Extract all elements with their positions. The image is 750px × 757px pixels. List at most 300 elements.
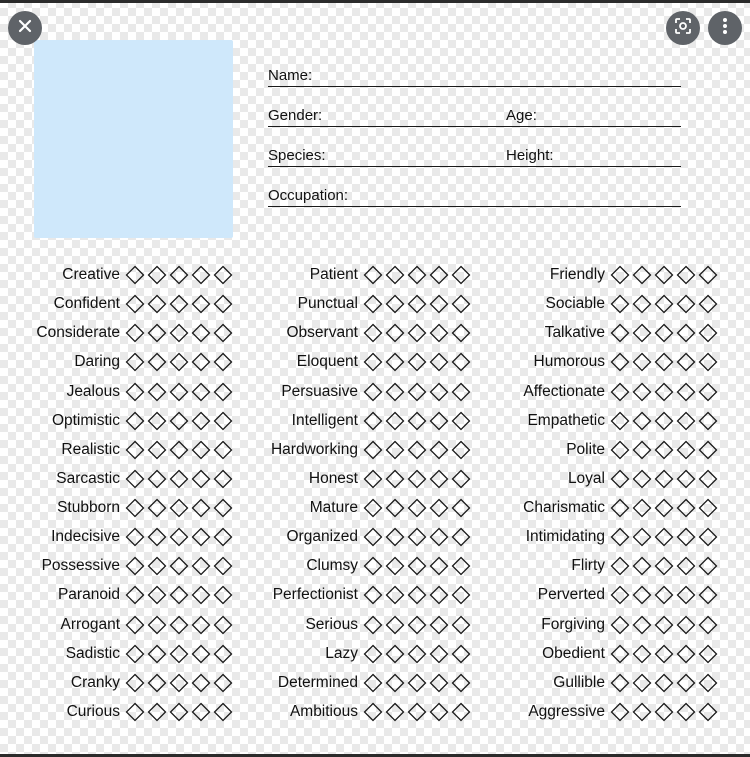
lens-button[interactable] bbox=[666, 11, 700, 45]
rating-diamond-icon[interactable] bbox=[362, 614, 384, 636]
rating-diamond-icon[interactable] bbox=[653, 643, 675, 665]
rating-diamond-icon[interactable] bbox=[146, 264, 168, 286]
rating-diamond-icon[interactable] bbox=[697, 555, 719, 577]
rating-diamond-icon[interactable] bbox=[406, 351, 428, 373]
rating-diamond-icon[interactable] bbox=[190, 526, 212, 548]
rating-diamond-icon[interactable] bbox=[697, 497, 719, 519]
rating-diamond-icon[interactable] bbox=[675, 293, 697, 315]
rating-diamonds bbox=[362, 555, 472, 577]
rating-diamond-icon[interactable] bbox=[631, 526, 653, 548]
rating-diamond-icon[interactable] bbox=[428, 381, 450, 403]
rating-diamond-icon[interactable] bbox=[406, 322, 428, 344]
rating-diamond-icon[interactable] bbox=[631, 410, 653, 432]
rating-diamonds bbox=[609, 584, 719, 606]
trait-row bbox=[309, 497, 472, 519]
trait-label: Indecisive bbox=[51, 528, 120, 546]
trait-label: Honest bbox=[308, 469, 358, 487]
rating-diamond-icon[interactable] bbox=[384, 643, 406, 665]
rating-diamond-icon[interactable] bbox=[384, 293, 406, 315]
rating-diamond-icon[interactable] bbox=[450, 555, 472, 577]
rating-diamond-icon[interactable] bbox=[653, 526, 675, 548]
rating-diamond-icon[interactable] bbox=[124, 293, 146, 315]
rating-diamond-icon[interactable] bbox=[631, 351, 653, 373]
trait-label: Eloquent bbox=[296, 353, 358, 371]
rating-diamond-icon[interactable] bbox=[362, 643, 384, 665]
rating-diamond-icon[interactable] bbox=[212, 468, 234, 490]
trait-label: Organized bbox=[286, 528, 358, 546]
rating-diamond-icon[interactable] bbox=[450, 526, 472, 548]
rating-diamond-icon[interactable] bbox=[697, 381, 719, 403]
name-label: Name: bbox=[268, 67, 313, 84]
trait-row bbox=[545, 293, 719, 315]
rating-diamond-icon[interactable] bbox=[675, 351, 697, 373]
name-field[interactable] bbox=[268, 66, 681, 87]
trait-row bbox=[51, 410, 234, 432]
rating-diamond-icon[interactable] bbox=[609, 672, 631, 694]
rating-diamond-icon[interactable] bbox=[428, 584, 450, 606]
rating-diamond-icon[interactable] bbox=[450, 701, 472, 723]
rating-diamonds bbox=[609, 497, 719, 519]
rating-diamond-icon[interactable] bbox=[697, 701, 719, 723]
rating-diamond-icon[interactable] bbox=[146, 293, 168, 315]
rating-diamonds bbox=[609, 701, 719, 723]
rating-diamond-icon[interactable] bbox=[428, 526, 450, 548]
rating-diamond-icon[interactable] bbox=[362, 468, 384, 490]
rating-diamond-icon[interactable] bbox=[406, 643, 428, 665]
rating-diamond-icon[interactable] bbox=[428, 701, 450, 723]
rating-diamond-icon[interactable] bbox=[609, 468, 631, 490]
rating-diamond-icon[interactable] bbox=[406, 468, 428, 490]
rating-diamond-icon[interactable] bbox=[168, 672, 190, 694]
rating-diamond-icon[interactable] bbox=[168, 439, 190, 461]
rating-diamond-icon[interactable] bbox=[362, 555, 384, 577]
rating-diamond-icon[interactable] bbox=[168, 293, 190, 315]
rating-diamonds bbox=[362, 439, 472, 461]
rating-diamond-icon[interactable] bbox=[675, 701, 697, 723]
rating-diamond-icon[interactable] bbox=[168, 614, 190, 636]
rating-diamond-icon[interactable] bbox=[190, 701, 212, 723]
gender-age-field[interactable] bbox=[268, 106, 681, 127]
rating-diamond-icon[interactable] bbox=[168, 264, 190, 286]
rating-diamond-icon[interactable] bbox=[124, 643, 146, 665]
rating-diamond-icon[interactable] bbox=[362, 497, 384, 519]
rating-diamond-icon[interactable] bbox=[450, 643, 472, 665]
rating-diamond-icon[interactable] bbox=[428, 439, 450, 461]
rating-diamond-icon[interactable] bbox=[450, 293, 472, 315]
trait-row bbox=[297, 293, 472, 315]
rating-diamond-icon[interactable] bbox=[124, 672, 146, 694]
rating-diamond-icon[interactable] bbox=[631, 264, 653, 286]
rating-diamond-icon[interactable] bbox=[653, 439, 675, 461]
rating-diamond-icon[interactable] bbox=[675, 468, 697, 490]
rating-diamond-icon[interactable] bbox=[362, 293, 384, 315]
trait-row bbox=[525, 526, 719, 548]
rating-diamond-icon[interactable] bbox=[406, 410, 428, 432]
rating-diamonds bbox=[362, 351, 472, 373]
rating-diamond-icon[interactable] bbox=[675, 643, 697, 665]
rating-diamond-icon[interactable] bbox=[428, 293, 450, 315]
rating-diamond-icon[interactable] bbox=[697, 643, 719, 665]
rating-diamond-icon[interactable] bbox=[675, 526, 697, 548]
rating-diamond-icon[interactable] bbox=[168, 322, 190, 344]
trait-label: Humorous bbox=[533, 353, 605, 371]
rating-diamond-icon[interactable] bbox=[697, 439, 719, 461]
species-height-field[interactable] bbox=[268, 146, 681, 167]
rating-diamond-icon[interactable] bbox=[697, 468, 719, 490]
rating-diamond-icon[interactable] bbox=[190, 351, 212, 373]
rating-diamond-icon[interactable] bbox=[168, 410, 190, 432]
rating-diamond-icon[interactable] bbox=[653, 410, 675, 432]
rating-diamond-icon[interactable] bbox=[146, 410, 168, 432]
rating-diamonds bbox=[124, 614, 234, 636]
rating-diamond-icon[interactable] bbox=[384, 322, 406, 344]
occupation-field[interactable] bbox=[268, 186, 681, 207]
rating-diamond-icon[interactable] bbox=[609, 614, 631, 636]
rating-diamond-icon[interactable] bbox=[212, 672, 234, 694]
rating-diamond-icon[interactable] bbox=[168, 381, 190, 403]
rating-diamond-icon[interactable] bbox=[406, 672, 428, 694]
rating-diamond-icon[interactable] bbox=[631, 322, 653, 344]
rating-diamond-icon[interactable] bbox=[450, 264, 472, 286]
rating-diamond-icon[interactable] bbox=[450, 439, 472, 461]
rating-diamond-icon[interactable] bbox=[190, 468, 212, 490]
rating-diamond-icon[interactable] bbox=[609, 322, 631, 344]
rating-diamond-icon[interactable] bbox=[124, 614, 146, 636]
rating-diamond-icon[interactable] bbox=[124, 439, 146, 461]
rating-diamond-icon[interactable] bbox=[406, 555, 428, 577]
rating-diamond-icon[interactable] bbox=[653, 497, 675, 519]
rating-diamond-icon[interactable] bbox=[675, 410, 697, 432]
rating-diamond-icon[interactable] bbox=[609, 293, 631, 315]
rating-diamond-icon[interactable] bbox=[212, 439, 234, 461]
trait-row bbox=[286, 526, 472, 548]
trait-label: Charismatic bbox=[523, 499, 605, 517]
rating-diamond-icon[interactable] bbox=[212, 381, 234, 403]
rating-diamond-icon[interactable] bbox=[168, 468, 190, 490]
rating-diamond-icon[interactable] bbox=[428, 614, 450, 636]
rating-diamond-icon[interactable] bbox=[675, 555, 697, 577]
rating-diamond-icon[interactable] bbox=[609, 555, 631, 577]
rating-diamond-icon[interactable] bbox=[384, 584, 406, 606]
rating-diamond-icon[interactable] bbox=[653, 264, 675, 286]
rating-diamond-icon[interactable] bbox=[697, 584, 719, 606]
rating-diamond-icon[interactable] bbox=[406, 701, 428, 723]
rating-diamond-icon[interactable] bbox=[168, 526, 190, 548]
rating-diamond-icon[interactable] bbox=[450, 410, 472, 432]
rating-diamonds bbox=[124, 497, 234, 519]
gender-label: Gender: bbox=[268, 107, 323, 124]
trait-label: Aggressive bbox=[528, 702, 605, 720]
rating-diamond-icon[interactable] bbox=[406, 264, 428, 286]
rating-diamond-icon[interactable] bbox=[406, 497, 428, 519]
rating-diamond-icon[interactable] bbox=[653, 322, 675, 344]
rating-diamond-icon[interactable] bbox=[212, 526, 234, 548]
rating-diamond-icon[interactable] bbox=[124, 264, 146, 286]
trait-label: Hardworking bbox=[270, 440, 358, 458]
rating-diamond-icon[interactable] bbox=[190, 322, 212, 344]
rating-diamond-icon[interactable] bbox=[631, 643, 653, 665]
rating-diamond-icon[interactable] bbox=[675, 264, 697, 286]
rating-diamond-icon[interactable] bbox=[212, 555, 234, 577]
rating-diamond-icon[interactable] bbox=[653, 351, 675, 373]
rating-diamond-icon[interactable] bbox=[384, 555, 406, 577]
rating-diamond-icon[interactable] bbox=[697, 614, 719, 636]
rating-diamond-icon[interactable] bbox=[697, 672, 719, 694]
rating-diamond-icon[interactable] bbox=[190, 643, 212, 665]
rating-diamond-icon[interactable] bbox=[450, 497, 472, 519]
rating-diamond-icon[interactable] bbox=[212, 584, 234, 606]
rating-diamond-icon[interactable] bbox=[631, 439, 653, 461]
trait-label: Curious bbox=[66, 702, 120, 720]
rating-diamond-icon[interactable] bbox=[362, 672, 384, 694]
rating-diamond-icon[interactable] bbox=[124, 497, 146, 519]
rating-diamond-icon[interactable] bbox=[428, 468, 450, 490]
close-button[interactable] bbox=[8, 11, 42, 45]
rating-diamond-icon[interactable] bbox=[146, 584, 168, 606]
rating-diamond-icon[interactable] bbox=[146, 322, 168, 344]
rating-diamond-icon[interactable] bbox=[190, 614, 212, 636]
trait-row bbox=[325, 643, 472, 665]
rating-diamond-icon[interactable] bbox=[406, 526, 428, 548]
rating-diamond-icon[interactable] bbox=[124, 351, 146, 373]
rating-diamonds bbox=[609, 410, 719, 432]
rating-diamond-icon[interactable] bbox=[675, 672, 697, 694]
rating-diamond-icon[interactable] bbox=[631, 555, 653, 577]
rating-diamond-icon[interactable] bbox=[190, 672, 212, 694]
rating-diamond-icon[interactable] bbox=[190, 555, 212, 577]
rating-diamond-icon[interactable] bbox=[609, 351, 631, 373]
rating-diamond-icon[interactable] bbox=[384, 410, 406, 432]
trait-label: Considerate bbox=[36, 324, 120, 342]
trait-row bbox=[306, 555, 472, 577]
rating-diamond-icon[interactable] bbox=[631, 381, 653, 403]
rating-diamond-icon[interactable] bbox=[653, 293, 675, 315]
rating-diamond-icon[interactable] bbox=[124, 381, 146, 403]
rating-diamond-icon[interactable] bbox=[362, 701, 384, 723]
rating-diamond-icon[interactable] bbox=[384, 439, 406, 461]
rating-diamond-icon[interactable] bbox=[168, 351, 190, 373]
rating-diamond-icon[interactable] bbox=[362, 322, 384, 344]
rating-diamond-icon[interactable] bbox=[212, 293, 234, 315]
rating-diamond-icon[interactable] bbox=[146, 701, 168, 723]
rating-diamond-icon[interactable] bbox=[450, 351, 472, 373]
rating-diamond-icon[interactable] bbox=[428, 643, 450, 665]
rating-diamond-icon[interactable] bbox=[653, 614, 675, 636]
trait-row bbox=[57, 584, 234, 606]
rating-diamond-icon[interactable] bbox=[675, 381, 697, 403]
rating-diamond-icon[interactable] bbox=[212, 701, 234, 723]
rating-diamond-icon[interactable] bbox=[631, 701, 653, 723]
rating-diamond-icon[interactable] bbox=[428, 322, 450, 344]
rating-diamond-icon[interactable] bbox=[362, 584, 384, 606]
rating-diamond-icon[interactable] bbox=[653, 701, 675, 723]
trait-label: Stubborn bbox=[57, 499, 120, 517]
rating-diamond-icon[interactable] bbox=[362, 526, 384, 548]
rating-diamond-icon[interactable] bbox=[124, 555, 146, 577]
rating-diamond-icon[interactable] bbox=[168, 584, 190, 606]
rating-diamond-icon[interactable] bbox=[146, 614, 168, 636]
rating-diamond-icon[interactable] bbox=[450, 584, 472, 606]
rating-diamond-icon[interactable] bbox=[146, 555, 168, 577]
rating-diamond-icon[interactable] bbox=[450, 468, 472, 490]
rating-diamond-icon[interactable] bbox=[428, 672, 450, 694]
rating-diamond-icon[interactable] bbox=[124, 526, 146, 548]
trait-row bbox=[542, 643, 719, 665]
rating-diamond-icon[interactable] bbox=[124, 468, 146, 490]
rating-diamond-icon[interactable] bbox=[406, 293, 428, 315]
rating-diamond-icon[interactable] bbox=[146, 526, 168, 548]
rating-diamond-icon[interactable] bbox=[190, 293, 212, 315]
rating-diamond-icon[interactable] bbox=[697, 322, 719, 344]
rating-diamond-icon[interactable] bbox=[362, 381, 384, 403]
rating-diamond-icon[interactable] bbox=[212, 643, 234, 665]
rating-diamond-icon[interactable] bbox=[697, 410, 719, 432]
rating-diamond-icon[interactable] bbox=[212, 614, 234, 636]
trait-row bbox=[272, 584, 472, 606]
rating-diamond-icon[interactable] bbox=[609, 643, 631, 665]
rating-diamonds bbox=[362, 526, 472, 548]
rating-diamond-icon[interactable] bbox=[697, 264, 719, 286]
rating-diamond-icon[interactable] bbox=[428, 351, 450, 373]
trait-row bbox=[270, 439, 472, 461]
rating-diamond-icon[interactable] bbox=[362, 264, 384, 286]
rating-diamond-icon[interactable] bbox=[384, 614, 406, 636]
rating-diamond-icon[interactable] bbox=[124, 410, 146, 432]
rating-diamond-icon[interactable] bbox=[124, 701, 146, 723]
rating-diamond-icon[interactable] bbox=[675, 439, 697, 461]
rating-diamond-icon[interactable] bbox=[384, 381, 406, 403]
more-button[interactable] bbox=[708, 11, 742, 45]
rating-diamonds bbox=[124, 672, 234, 694]
rating-diamond-icon[interactable] bbox=[146, 468, 168, 490]
rating-diamond-icon[interactable] bbox=[450, 672, 472, 694]
rating-diamond-icon[interactable] bbox=[609, 439, 631, 461]
rating-diamond-icon[interactable] bbox=[146, 643, 168, 665]
rating-diamonds bbox=[609, 614, 719, 636]
rating-diamond-icon[interactable] bbox=[362, 439, 384, 461]
rating-diamond-icon[interactable] bbox=[168, 701, 190, 723]
rating-diamond-icon[interactable] bbox=[609, 497, 631, 519]
trait-row bbox=[567, 468, 719, 490]
rating-diamond-icon[interactable] bbox=[146, 497, 168, 519]
rating-diamond-icon[interactable] bbox=[697, 526, 719, 548]
rating-diamond-icon[interactable] bbox=[609, 381, 631, 403]
rating-diamond-icon[interactable] bbox=[675, 497, 697, 519]
rating-diamond-icon[interactable] bbox=[384, 351, 406, 373]
rating-diamond-icon[interactable] bbox=[146, 381, 168, 403]
trait-label: Affectionate bbox=[523, 382, 605, 400]
rating-diamond-icon[interactable] bbox=[631, 584, 653, 606]
rating-diamond-icon[interactable] bbox=[384, 468, 406, 490]
rating-diamond-icon[interactable] bbox=[450, 322, 472, 344]
rating-diamond-icon[interactable] bbox=[190, 381, 212, 403]
rating-diamond-icon[interactable] bbox=[653, 381, 675, 403]
rating-diamond-icon[interactable] bbox=[124, 584, 146, 606]
rating-diamond-icon[interactable] bbox=[675, 584, 697, 606]
rating-diamonds bbox=[609, 381, 719, 403]
height-label: Height: bbox=[506, 147, 554, 164]
trait-label: Ambitious bbox=[289, 702, 358, 720]
rating-diamond-icon[interactable] bbox=[384, 264, 406, 286]
rating-diamond-icon[interactable] bbox=[384, 526, 406, 548]
rating-diamond-icon[interactable] bbox=[168, 555, 190, 577]
rating-diamond-icon[interactable] bbox=[384, 672, 406, 694]
rating-diamond-icon[interactable] bbox=[653, 672, 675, 694]
trait-label: Intelligent bbox=[291, 411, 358, 429]
rating-diamond-icon[interactable] bbox=[146, 351, 168, 373]
rating-diamond-icon[interactable] bbox=[697, 293, 719, 315]
rating-diamond-icon[interactable] bbox=[212, 322, 234, 344]
rating-diamond-icon[interactable] bbox=[697, 351, 719, 373]
rating-diamond-icon[interactable] bbox=[609, 264, 631, 286]
rating-diamond-icon[interactable] bbox=[631, 468, 653, 490]
rating-diamonds bbox=[124, 410, 234, 432]
rating-diamond-icon[interactable] bbox=[212, 264, 234, 286]
rating-diamond-icon[interactable] bbox=[406, 381, 428, 403]
rating-diamond-icon[interactable] bbox=[190, 410, 212, 432]
occupation-label: Occupation: bbox=[268, 187, 349, 204]
rating-diamond-icon[interactable] bbox=[675, 322, 697, 344]
rating-diamond-icon[interactable] bbox=[428, 410, 450, 432]
rating-diamond-icon[interactable] bbox=[631, 614, 653, 636]
rating-diamonds bbox=[362, 381, 472, 403]
rating-diamond-icon[interactable] bbox=[609, 526, 631, 548]
rating-diamond-icon[interactable] bbox=[212, 351, 234, 373]
rating-diamond-icon[interactable] bbox=[212, 410, 234, 432]
trait-label: Friendly bbox=[549, 266, 605, 283]
rating-diamond-icon[interactable] bbox=[428, 497, 450, 519]
rating-diamond-icon[interactable] bbox=[450, 381, 472, 403]
rating-diamond-icon[interactable] bbox=[653, 555, 675, 577]
rating-diamond-icon[interactable] bbox=[653, 468, 675, 490]
rating-diamond-icon[interactable] bbox=[631, 672, 653, 694]
trait-row bbox=[74, 351, 234, 373]
rating-diamond-icon[interactable] bbox=[384, 701, 406, 723]
rating-diamond-icon[interactable] bbox=[190, 584, 212, 606]
rating-diamond-icon[interactable] bbox=[653, 584, 675, 606]
rating-diamond-icon[interactable] bbox=[190, 439, 212, 461]
rating-diamond-icon[interactable] bbox=[168, 643, 190, 665]
rating-diamond-icon[interactable] bbox=[146, 439, 168, 461]
rating-diamond-icon[interactable] bbox=[609, 701, 631, 723]
rating-diamond-icon[interactable] bbox=[609, 584, 631, 606]
trait-label: Gullible bbox=[553, 673, 605, 691]
rating-diamond-icon[interactable] bbox=[190, 497, 212, 519]
rating-diamonds bbox=[124, 526, 234, 548]
trait-row bbox=[537, 584, 719, 606]
rating-diamond-icon[interactable] bbox=[428, 555, 450, 577]
rating-diamond-icon[interactable] bbox=[675, 614, 697, 636]
rating-diamond-icon[interactable] bbox=[406, 584, 428, 606]
rating-diamond-icon[interactable] bbox=[428, 264, 450, 286]
rating-diamond-icon[interactable] bbox=[609, 410, 631, 432]
rating-diamond-icon[interactable] bbox=[362, 410, 384, 432]
rating-diamond-icon[interactable] bbox=[450, 614, 472, 636]
rating-diamond-icon[interactable] bbox=[146, 672, 168, 694]
rating-diamond-icon[interactable] bbox=[406, 614, 428, 636]
rating-diamond-icon[interactable] bbox=[168, 497, 190, 519]
rating-diamond-icon[interactable] bbox=[362, 351, 384, 373]
rating-diamonds bbox=[362, 497, 472, 519]
rating-diamond-icon[interactable] bbox=[631, 293, 653, 315]
rating-diamond-icon[interactable] bbox=[124, 322, 146, 344]
rating-diamond-icon[interactable] bbox=[190, 264, 212, 286]
rating-diamond-icon[interactable] bbox=[384, 497, 406, 519]
rating-diamond-icon[interactable] bbox=[212, 497, 234, 519]
rating-diamond-icon[interactable] bbox=[631, 497, 653, 519]
trait-label: Punctual bbox=[297, 295, 358, 313]
rating-diamond-icon[interactable] bbox=[406, 439, 428, 461]
